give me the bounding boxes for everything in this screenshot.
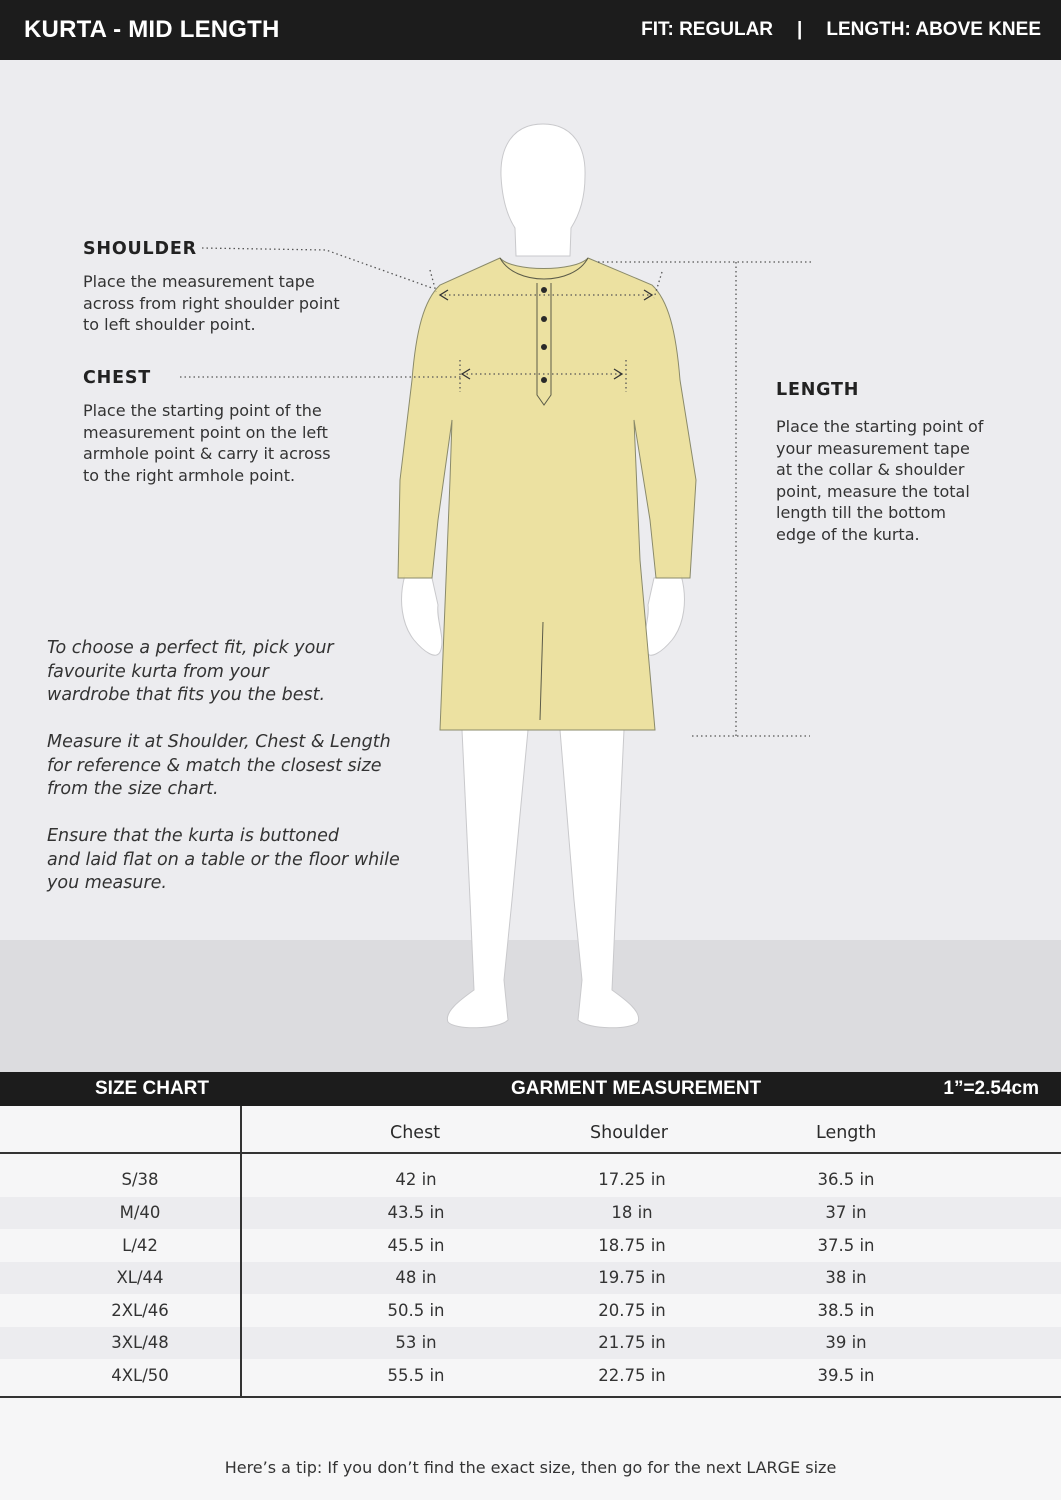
size-cell: L/42: [122, 1236, 158, 1255]
chest-cell: 45.5 in: [387, 1236, 445, 1255]
length-cell: 38.5 in: [817, 1301, 875, 1320]
header-bar: [0, 0, 1061, 60]
length-description-line: your measurement tape: [776, 438, 970, 458]
shoulder-cell: 20.75 in: [598, 1301, 666, 1320]
size-chart-header: [0, 1072, 1061, 1106]
table-row: [0, 1197, 1061, 1229]
unit-conversion: 1”=2.54cm: [943, 1078, 1039, 1099]
size-cell: M/40: [119, 1203, 161, 1222]
shoulder-label: SHOULDER: [83, 239, 197, 259]
chest-cell: 48 in: [395, 1268, 437, 1287]
table-column-divider: [240, 1106, 242, 1397]
length-type-label: LENGTH: ABOVE KNEE: [826, 19, 1041, 40]
header-separator: |: [797, 19, 803, 40]
length-description: [776, 416, 983, 545]
length-cell: 36.5 in: [817, 1170, 875, 1189]
note-line: Ensure that the kurta is buttoned: [47, 826, 339, 846]
chest-cell: 43.5 in: [387, 1203, 445, 1222]
shoulder-cell: 18.75 in: [598, 1236, 666, 1255]
table-row: [0, 1262, 1061, 1294]
shoulder-cell: 17.25 in: [598, 1170, 666, 1189]
shoulder-cell: 18 in: [611, 1203, 653, 1222]
chest-cell: 42 in: [395, 1170, 437, 1189]
garment-measurement-title: GARMENT MEASUREMENT: [511, 1078, 762, 1099]
column-header-shoulder: Shoulder: [590, 1123, 668, 1143]
chest-description-line: measurement point on the left: [83, 422, 328, 442]
kurta-figure-illustration: [0, 60, 1061, 1072]
size-cell: 4XL/50: [111, 1366, 169, 1385]
fit-note: [47, 637, 447, 708]
shoulder-cell: 22.75 in: [598, 1366, 666, 1385]
chest-cell: 53 in: [395, 1333, 437, 1352]
table-bottom-divider: [0, 1396, 1061, 1398]
table-row: [0, 1164, 1061, 1196]
size-cell: XL/44: [116, 1268, 164, 1287]
size-chart-title: SIZE CHART: [95, 1078, 209, 1099]
length-description-line: length till the bottom: [776, 503, 946, 522]
chest-label: CHEST: [83, 368, 151, 388]
shoulder-cell: 19.75 in: [598, 1268, 666, 1287]
column-header-chest: Chest: [390, 1123, 441, 1143]
shoulder-description-line: to left shoulder point.: [83, 315, 256, 334]
size-cell: 3XL/48: [111, 1333, 169, 1352]
length-label: LENGTH: [776, 380, 860, 400]
note-line: Measure it at Shoulder, Chest & Length: [47, 732, 391, 752]
shoulder-description: [83, 271, 340, 336]
chest-cell: 50.5 in: [387, 1301, 445, 1320]
note-line: To choose a perfect fit, pick your: [47, 638, 334, 658]
chest-description-line: armhole point & carry it across: [83, 444, 331, 463]
table-row: [0, 1230, 1061, 1262]
length-description-line: edge of the kurta.: [776, 524, 920, 544]
measure-note: [47, 731, 447, 802]
fit-label: FIT: REGULAR: [641, 19, 774, 40]
chest-description-line: Place the starting point of the: [83, 401, 322, 420]
header-meta: [641, 19, 1041, 41]
length-cell: 39.5 in: [817, 1366, 875, 1385]
note-line: wardrobe that fits you the best.: [47, 685, 326, 705]
size-tip: Here’s a tip: If you don’t find the exact size, then go for the next LARGE size: [224, 1458, 837, 1477]
table-row: [0, 1327, 1061, 1359]
table-row: [0, 1360, 1061, 1392]
note-line: from the size chart.: [47, 779, 219, 799]
note-line: and laid flat on a table or the floor while: [47, 849, 400, 870]
length-cell: 37.5 in: [817, 1236, 875, 1255]
length-description-line: Place the starting point of: [776, 417, 984, 436]
chest-description-line: to the right armhole point.: [83, 465, 296, 485]
table-row: [0, 1295, 1061, 1327]
size-cell: 2XL/46: [111, 1301, 169, 1320]
note-line: favourite kurta from your: [47, 661, 269, 682]
shoulder-description-line: across from right shoulder point: [83, 293, 340, 313]
note-line: you measure.: [47, 873, 167, 893]
length-cell: 38 in: [825, 1268, 867, 1287]
length-cell: 39 in: [825, 1333, 867, 1352]
length-description-line: at the collar & shoulder: [776, 460, 965, 479]
length-cell: 37 in: [825, 1203, 867, 1222]
note-line: for reference & match the closest size: [47, 755, 382, 776]
size-cell: S/38: [121, 1170, 159, 1189]
page-title: KURTA - MID LENGTH: [24, 16, 280, 43]
column-header-length: Length: [816, 1123, 877, 1143]
shoulder-cell: 21.75 in: [598, 1333, 666, 1352]
table-header-divider: [0, 1152, 1061, 1154]
chest-cell: 55.5 in: [387, 1366, 445, 1385]
flat-note: [47, 825, 447, 896]
shoulder-description-line: Place the measurement tape: [83, 272, 315, 291]
length-description-line: point, measure the total: [776, 481, 970, 501]
chest-description: [83, 400, 331, 486]
